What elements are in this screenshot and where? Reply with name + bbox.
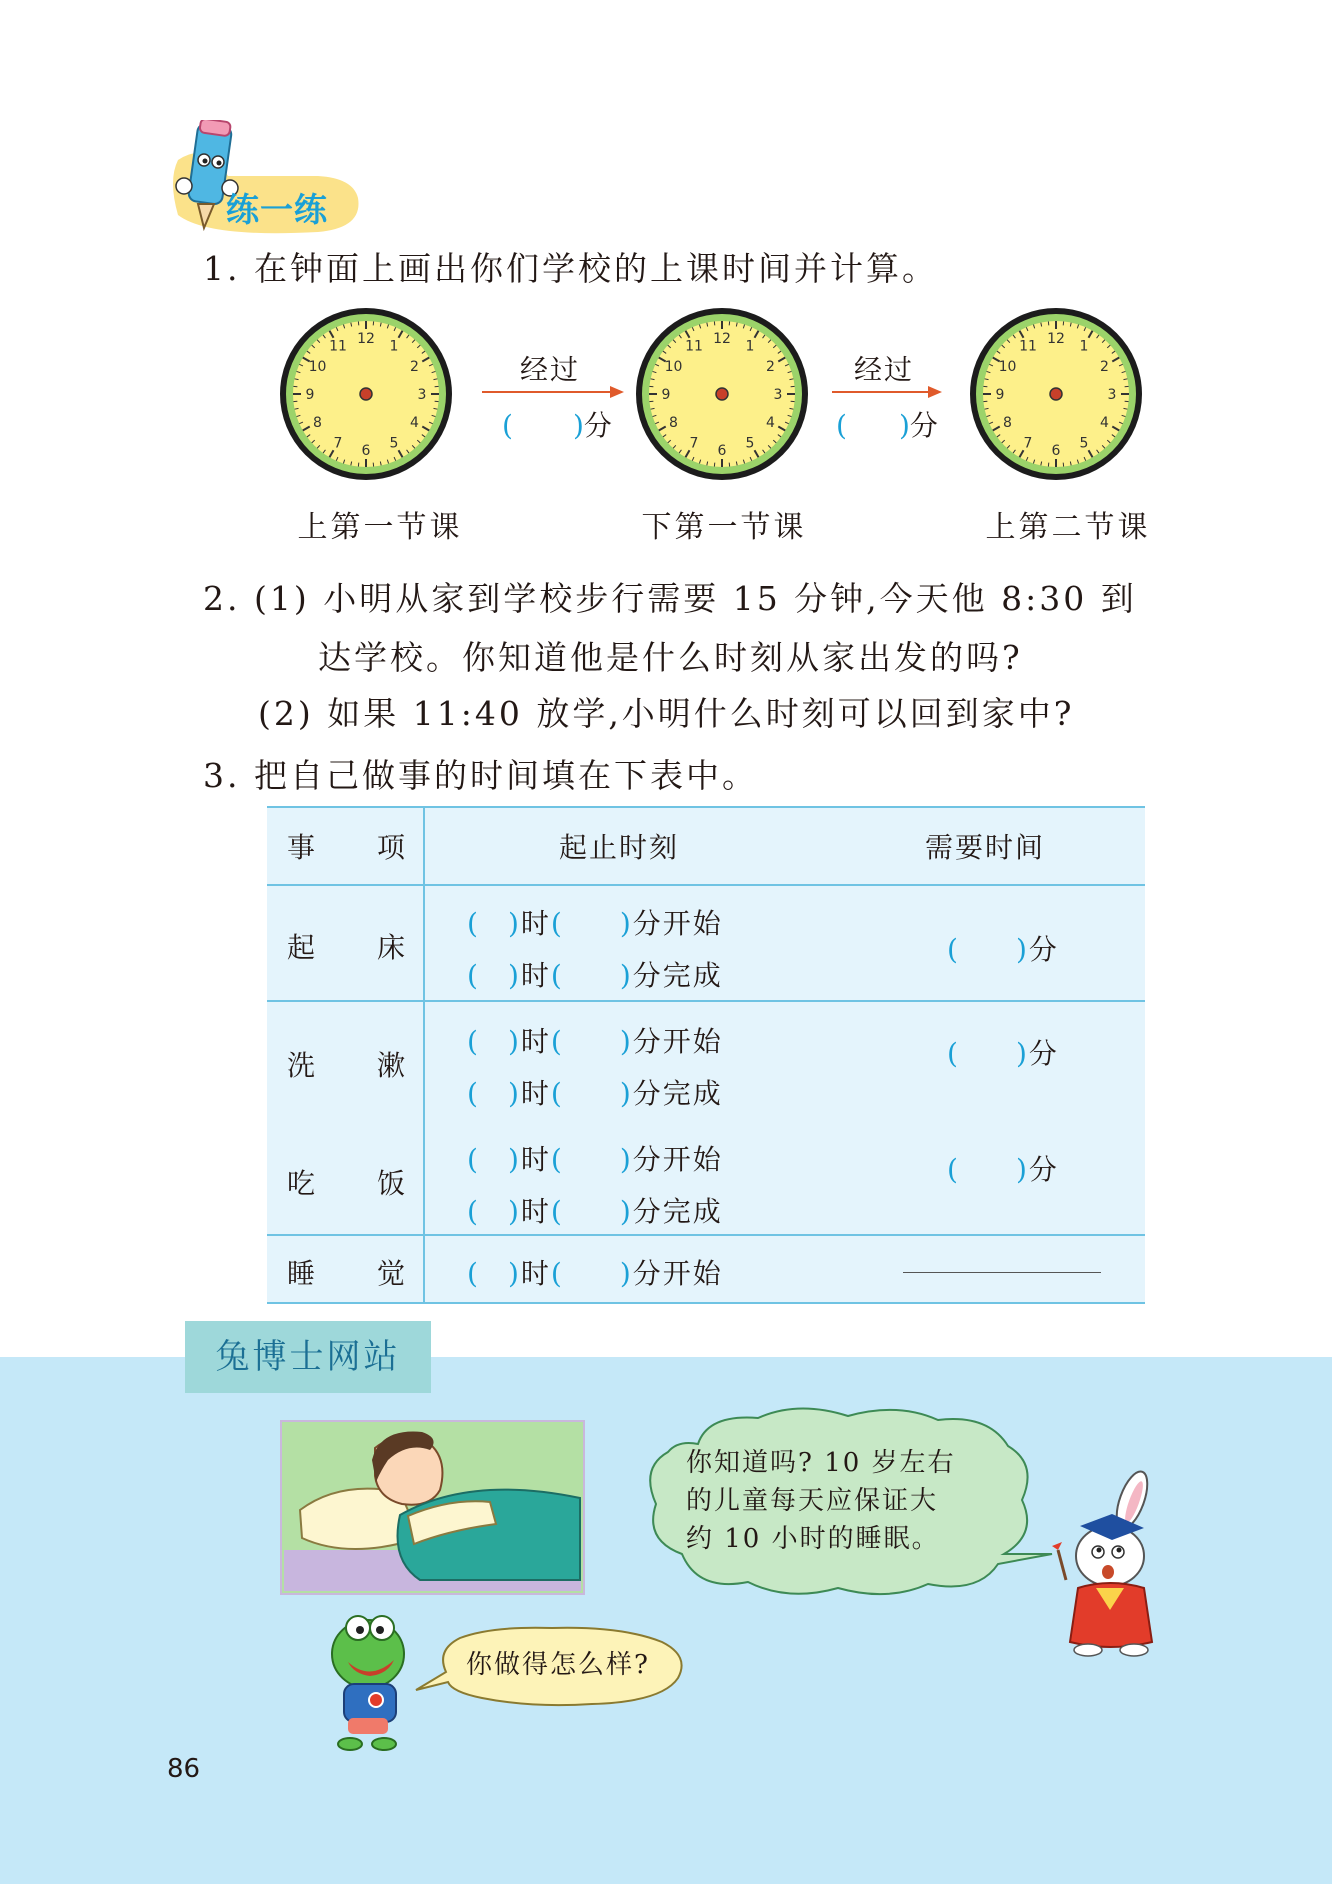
clock-number: 5 <box>745 435 755 452</box>
clock-number: 4 <box>410 415 419 431</box>
clock-face-3[interactable] <box>968 306 1144 482</box>
clock-number: 10 <box>308 359 327 375</box>
duration-blank[interactable]: ( )分 <box>947 1153 1059 1186</box>
clock-caption-1: 上第一节课 <box>297 510 463 545</box>
frog-mascot-icon <box>318 1604 418 1754</box>
rabbit-doctor-icon <box>1052 1470 1162 1660</box>
end-time-blank[interactable]: ( )时( )分完成 <box>467 1077 723 1110</box>
clock-number: 4 <box>1100 415 1109 431</box>
sleeping-child-illustration <box>280 1420 585 1595</box>
start-time-blank[interactable]: ( )时( )分开始 <box>467 907 723 940</box>
minutes-blank-1[interactable]: ( )分 <box>502 409 612 442</box>
clock-number: 5 <box>389 435 399 452</box>
clock-number: 9 <box>661 387 671 403</box>
clock-number: 2 <box>410 359 419 375</box>
frog-speech-text: 你做得怎么样? <box>466 1650 650 1680</box>
clock-number: 2 <box>766 359 775 375</box>
clock-number: 3 <box>417 387 427 403</box>
clock-number: 10 <box>998 359 1017 375</box>
site-title: 兔博士网站 <box>215 1337 401 1377</box>
rabbit-speech-text: 你知道吗? 10 岁左右 的儿童每天应保证大 约 10 小时的睡眠。 <box>686 1448 956 1554</box>
clock-number: 10 <box>664 359 683 375</box>
clock-number: 7 <box>1023 435 1033 452</box>
clock-center-dot <box>360 388 372 400</box>
row-label-sleep: 睡 觉 <box>287 1257 407 1290</box>
clock-number: 8 <box>1003 415 1012 431</box>
clock-number: 8 <box>669 415 678 431</box>
duration-blank[interactable]: ( )分 <box>947 1037 1059 1070</box>
end-time-blank[interactable]: ( )时( )分完成 <box>467 1195 723 1228</box>
row-label-wake: 起 床 <box>287 931 407 964</box>
clock-center-dot <box>716 388 728 400</box>
minutes-blank-2[interactable]: ( )分 <box>836 409 938 442</box>
clock-center-dot <box>1050 388 1062 400</box>
clock-number: 7 <box>333 435 343 452</box>
clock-number: 12 <box>1047 331 1065 347</box>
header-time-range: 起止时刻 <box>559 831 680 864</box>
clock-number: 12 <box>713 331 731 347</box>
clock-number: 6 <box>717 443 727 459</box>
duration-answer-line[interactable] <box>903 1272 1101 1273</box>
pass-label-1: 经过 <box>520 353 581 386</box>
arrow-right-icon <box>480 384 626 400</box>
end-time-blank[interactable]: ( )时( )分完成 <box>467 959 723 992</box>
arrow-right-icon <box>830 384 944 400</box>
clock-number: 12 <box>357 331 375 347</box>
header-item: 事 项 <box>287 831 407 864</box>
start-time-blank[interactable]: ( )时( )分开始 <box>467 1257 723 1290</box>
clock-number: 3 <box>773 387 783 403</box>
question-2-line-1: 2. (1) 小明从家到学校步行需要 15 分钟,今天他 8:30 到 <box>203 579 1137 618</box>
header-duration: 需要时间 <box>925 831 1046 864</box>
clock-number: 4 <box>766 415 775 431</box>
clock-number: 1 <box>1079 338 1089 355</box>
clock-number: 1 <box>389 338 399 355</box>
clock-number: 11 <box>1019 338 1037 355</box>
clock-number: 9 <box>995 387 1005 403</box>
clock-number: 3 <box>1107 387 1117 403</box>
question-3: 3. 把自己做事的时间填在下表中。 <box>203 756 758 795</box>
row-label-wash: 洗 漱 <box>287 1049 407 1082</box>
clock-number: 9 <box>305 387 315 403</box>
clock-number: 1 <box>745 338 755 355</box>
clock-face-1[interactable] <box>278 306 454 482</box>
activity-time-table <box>267 806 1145 1304</box>
clock-caption-3: 上第二节课 <box>985 510 1151 545</box>
clock-number: 11 <box>685 338 703 355</box>
start-time-blank[interactable]: ( )时( )分开始 <box>467 1143 723 1176</box>
clock-number: 5 <box>1079 435 1089 452</box>
clock-caption-2: 下第一节课 <box>641 510 807 545</box>
question-2-line-2: 达学校。你知道他是什么时刻从家出发的吗? <box>318 638 1023 677</box>
clock-number: 8 <box>313 415 322 431</box>
duration-blank[interactable]: ( )分 <box>947 933 1059 966</box>
clock-number: 11 <box>329 338 347 355</box>
clock-number: 7 <box>689 435 699 452</box>
page-number: 86 <box>167 1754 201 1784</box>
pass-label-2: 经过 <box>854 353 915 386</box>
clock-number: 2 <box>1100 359 1109 375</box>
clock-number: 6 <box>361 443 371 459</box>
row-label-eat: 吃 饭 <box>287 1167 407 1200</box>
question-2-line-3: (2) 如果 11:40 放学,小明什么时刻可以回到家中? <box>258 694 1075 733</box>
clock-number: 6 <box>1051 443 1061 459</box>
badge-label: 练一练 <box>226 190 328 229</box>
clock-face-2[interactable] <box>634 306 810 482</box>
start-time-blank[interactable]: ( )时( )分开始 <box>467 1025 723 1058</box>
question-1: 1. 在钟面上画出你们学校的上课时间并计算。 <box>203 249 938 288</box>
